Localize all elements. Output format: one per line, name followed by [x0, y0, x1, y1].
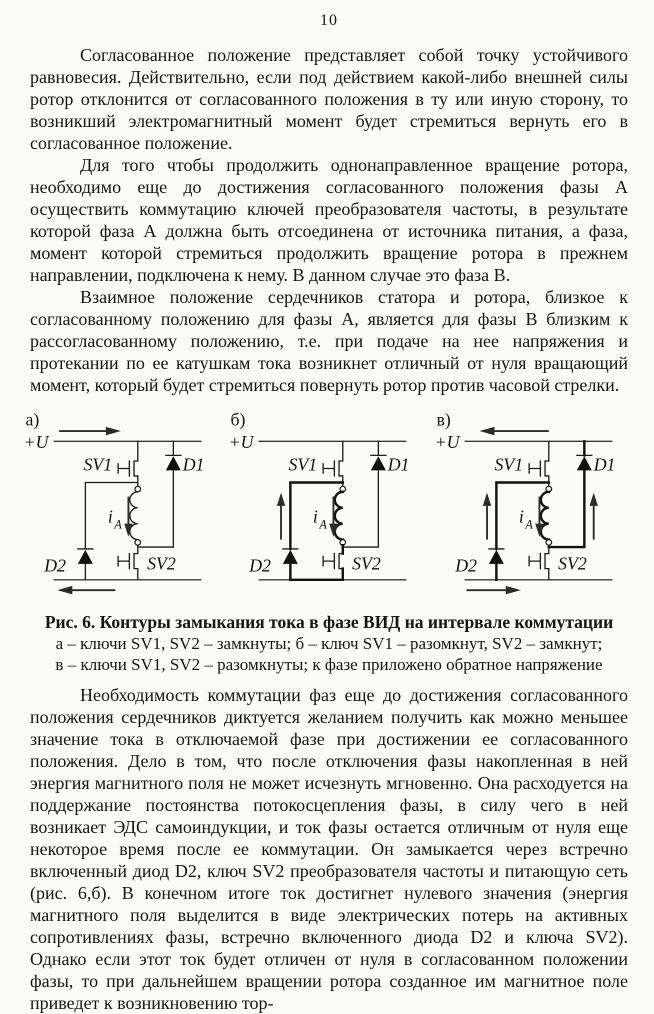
paragraph-1: Согласованное положение представляет собой точку устойчивого равновесия. Действительно, если под действием какой-либо внешней силы ротор отклонится от согласованного положения в ту или иную сторону, то возникший электромагнитный момент будет стремиться вернуть его в согласованное положение. [30, 45, 628, 153]
phase-current-subscript: A [525, 517, 533, 532]
figure-circuit-diagrams [18, 402, 628, 607]
winding-terminal-top [135, 486, 141, 492]
return-current-arrow-right-branch [589, 493, 597, 540]
page-number: 10 [320, 12, 338, 29]
phase-winding-coil [130, 492, 138, 540]
supply-voltage-label: +U [23, 431, 49, 452]
circuit-v-both-switches-open [429, 402, 628, 607]
diode-d2-label: D2 [454, 555, 477, 576]
winding-terminal-bottom [546, 540, 552, 546]
supply-voltage-label: +U [228, 431, 254, 452]
current-direction-arrow-top-right [59, 427, 121, 435]
phase-current-label: i [518, 506, 524, 527]
switch-sv1-label: SV1 [494, 454, 523, 475]
phase-current-subscript: A [319, 517, 328, 532]
freewheel-current-arrow-left-branch [277, 493, 285, 540]
phase-winding-coil [540, 492, 548, 540]
circuit-letter-label: а) [25, 409, 40, 430]
switch-sv2-symbol [118, 545, 138, 580]
switch-sv1-label: SV1 [83, 454, 113, 475]
diode-d1-label: D1 [593, 454, 616, 475]
circuit-b-sv1-open-sv2-closed [223, 402, 422, 607]
diode-d1-symbol [138, 441, 181, 547]
circuit-letter-label: в) [436, 409, 451, 430]
paragraph-4: Необходимость коммутации фаз еще до достижения согласованного положения сердечников диктуется желанием получить как можно меньшее значение тока в отключаемой фазе при достижении ее согласованного положения. Дело в том, что после отключения фазы накопленная в ней энергия магнитного поля не может исчезнуть мгновенно. Она расходуется на поддержание постоянства потокосцепления фазы, в силу чего в ней возникает ЭДС самоиндукции, и ток фазы остается отличным от нуля еще некоторое время после ее коммутации. Он замыкается через встречно включенный диод D2, ключ SV2 преобразователя частоты и питающую сеть (рис. 6,б). В конечном итоге ток достигнет нулевого значения (энергия магнитного поля выделится в виде электрических потерь на активных сопротивлениях фазы, встречно включенного диода D2 и ключа SV2). Однако если этот ток будет отличен от нуля в согласованном положении фазы, то при дальнейшем вращении ротора созданное им магнитное поле приведет к возникновению тор- [30, 685, 628, 1013]
current-direction-arrow-bottom-left [57, 586, 115, 594]
circuit-a-both-switches-closed [18, 402, 217, 607]
return-current-arrow-left-branch [482, 493, 490, 540]
switch-sv1-symbol [529, 441, 549, 486]
figure-caption-title: Рис. 6. Контуры замыкания тока в фазе ВИД на интервале коммутации [44, 612, 614, 632]
circuit-letter-label: б) [230, 409, 246, 430]
figure-caption [30, 611, 628, 675]
switch-sv2-label: SV2 [352, 553, 382, 574]
switch-sv2-label: SV2 [147, 553, 176, 574]
phase-current-label: i [107, 506, 113, 527]
switch-sv2-label: SV2 [557, 553, 587, 574]
diode-d1-symbol [343, 441, 386, 547]
figure-caption-line-v: в – ключи SV1, SV2 – разомкнуты; к фазе приложено обратное напряжение [55, 655, 603, 674]
paragraph-2: Для того чтобы продолжить однонаправленное вращение ротора, необходимо еще до достижения согласованного положения фазы А осуществить коммутацию ключей преобразователя частоты, в результате которой фаза А должна быть отсоединена от источника питания, а фаза, момент которой стремиться продолжить вращение ротора в прежнем направлении, подключена к нему. В данном случае это фаза В. [30, 155, 628, 285]
diode-d2-label: D2 [44, 555, 66, 576]
winding-terminal-bottom [135, 540, 141, 546]
phase-current-arrow [124, 497, 132, 537]
paragraph-3: Взаимное положение сердечников статора и ротора, близкое к согласованному положению для фазы А, является для фазы В близким к рассогласованному положению, т.е. при подаче на нее напряжения и протекании по ее катушкам тока возникнет отличный от нуля вращающий момент, который будет стремиться повернуть ротор против часовой стрелки. [30, 287, 628, 395]
phase-current-label: i [313, 506, 319, 527]
current-direction-arrow-top-left [479, 427, 548, 435]
diode-d1-label: D1 [388, 454, 410, 475]
switch-sv2-symbol [529, 545, 549, 580]
diode-d1-label: D1 [182, 454, 205, 475]
phase-current-subscript: A [114, 517, 122, 532]
supply-voltage-label: +U [434, 431, 460, 452]
phase-winding-coil [335, 492, 343, 540]
diode-d2-label: D2 [249, 555, 272, 576]
switch-sv2-symbol [323, 545, 343, 580]
switch-sv1-symbol [118, 441, 138, 486]
diode-d1-symbol [548, 441, 591, 547]
switch-sv1-symbol [323, 441, 343, 486]
switch-sv1-label: SV1 [288, 454, 318, 475]
figure-caption-line-a-b: а – ключи SV1, SV2 – замкнуты; б – ключ SV1 – разомкнут, SV2 – замкнут; [55, 634, 603, 653]
current-direction-arrow-bottom-right [466, 586, 520, 594]
